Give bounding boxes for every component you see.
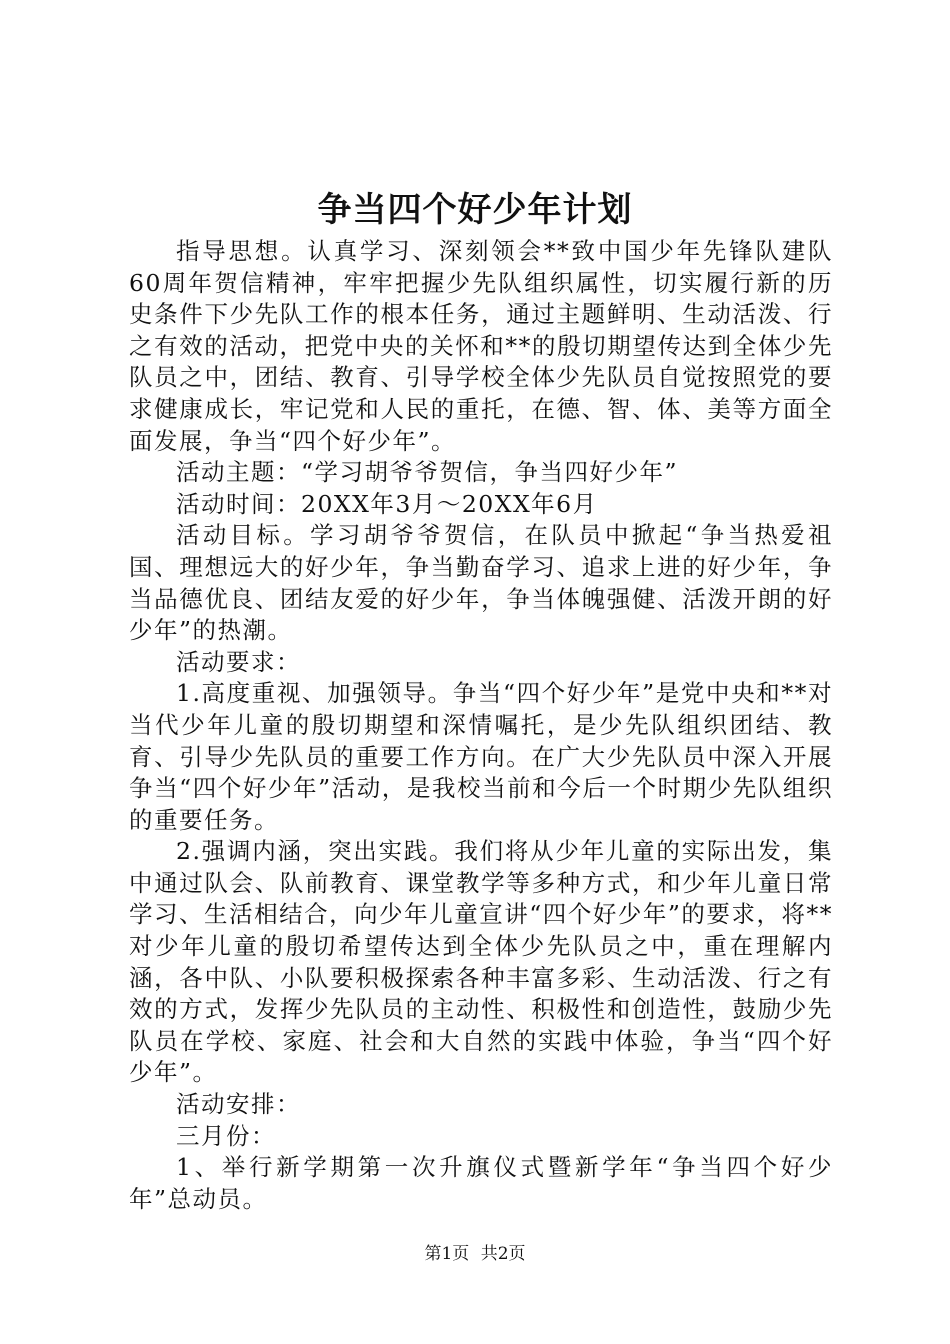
paragraph-guiding-thought: 指导思想。认真学习、深刻领会**致中国少年先锋队建队60周年贺信精神，牢牢把握少先队组织属性，切实履行新的历史条件下少先队工作的根本任务，通过主题鲜明、生动活泼、行之有效的活动，把党中央的关怀和**的殷切期望传达到全体少先队员之中，团结、教育、引导学校全体少先队员自觉按照党的要求健康成长，牢记党和人民的重托，在德、智、体、美等方面全面发展，争当“四个好少年”。 [129,237,833,455]
page-number: 第1页 [424,1244,470,1264]
page-total: 共2页 [480,1244,526,1264]
paragraph-requirement-2: 2.强调内涵，突出实践。我们将从少年儿童的实际出发，集中通过队会、队前教育、课堂教学等多种方式，和少年儿童日常学习、生活相结合，向少年儿童宣讲“四个好少年”的要求，将**对少年儿童的殷切希望传达到全体少先队员之中，重在理解内涵，各中队、小队要积极探索各种丰富多彩、生动活泼、行之有效的方式，发挥少先队员的主动性、积极性和创造性，鼓励少先队员在学校、家庭、社会和大自然的实践中体验，争当“四个好少年”。 [129,837,833,1087]
document-title: 争当四个好少年计划 [317,190,633,230]
page-footer [0,1242,950,1266]
paragraph-requirements-heading: 活动要求： [176,647,301,676]
paragraph-march-item-1: 1、举行新学期第一次升旗仪式暨新学年“争当四个好少年”总动员。 [129,1153,833,1213]
paragraph-arrangement-heading: 活动安排： [176,1090,301,1119]
paragraph-requirement-1: 1.高度重视、加强领导。争当“四个好少年”是党中央和**对当代少年儿童的殷切期望和深情嘱托，是少先队组织团结、教育、引导少先队员的重要工作方向。在广大少先队员中深入开展争当“四个好少年”活动，是我校当前和今后一个时期少先队组织的重要任务。 [129,679,833,834]
paragraph-activity-theme: 活动主题：“学习胡爷爷贺信，争当四好少年” [176,458,679,487]
paragraph-march-heading: 三月份： [176,1121,276,1150]
document-body [129,236,833,1215]
paragraph-activity-time: 活动时间：20XX年3月～20XX年6月 [176,489,598,518]
paragraph-activity-goal: 活动目标。学习胡爷爷贺信，在队员中掀起“争当热爱祖国、理想远大的好少年，争当勤奋学习、追求上进的好少年，争当品德优良、团结友爱的好少年，争当体魄强健、活泼开朗的好少年”的热潮。 [129,521,833,645]
